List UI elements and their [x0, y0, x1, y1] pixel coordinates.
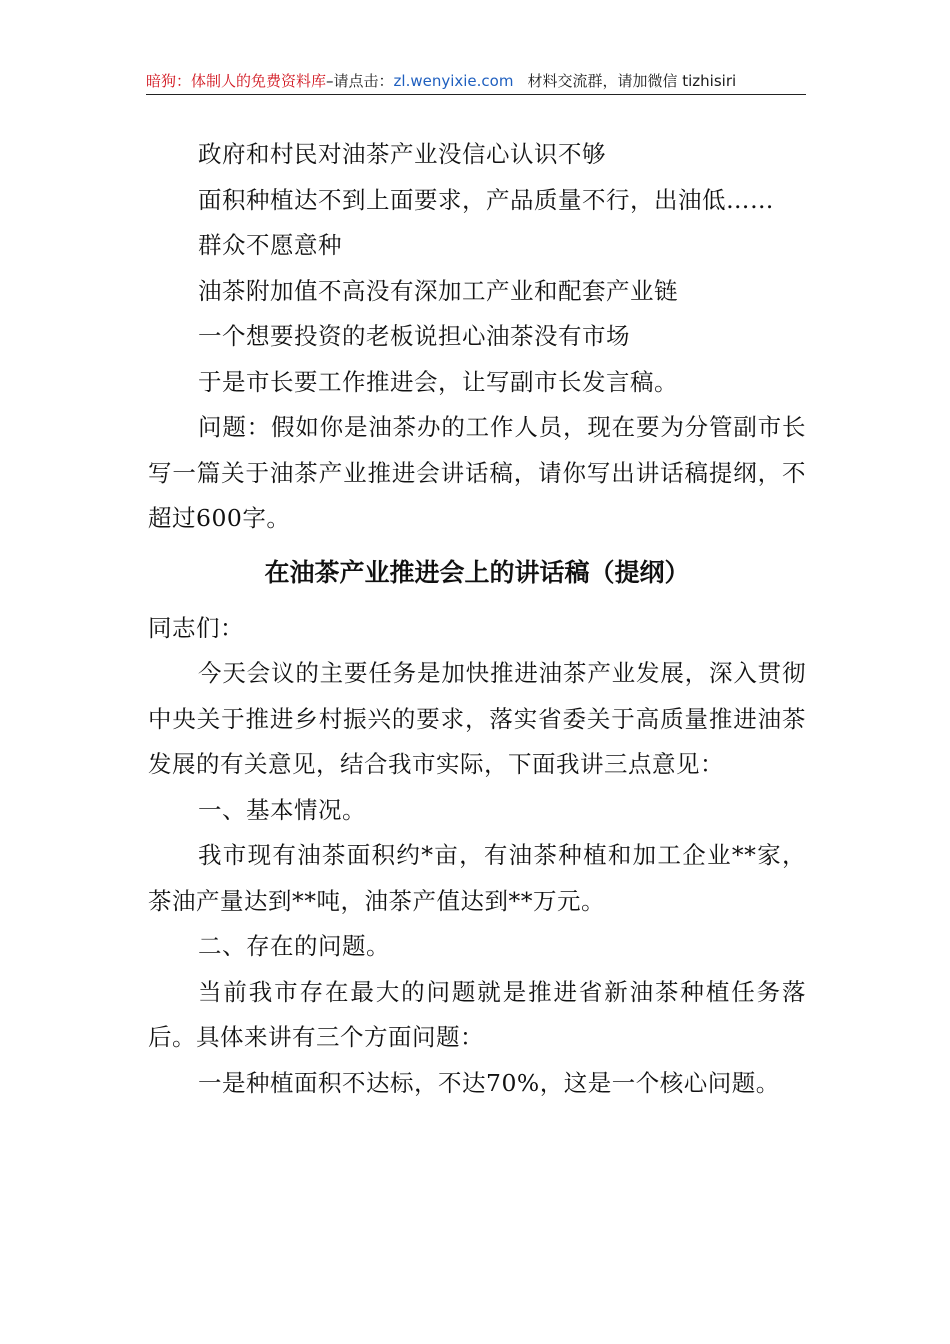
speech-title: 在油茶产业推进会上的讲话稿（提纲）: [264, 557, 690, 587]
header-brand: 暗狗：体制人的免费资料库: [146, 72, 327, 90]
question-paragraph: 问题：假如你是油茶办的工作人员，现在要为分管副市长写一篇关于油茶产业推进会讲话稿，请你写出讲话稿提纲，不超过600字。: [148, 413, 806, 532]
section1-heading: 一、基本情况。: [198, 795, 366, 824]
scenario-line: 于是市长要工作推进会，让写副市长发言稿。: [198, 367, 678, 396]
page-header: [146, 68, 806, 95]
scenario-line: 面积种植达不到上面要求，产品质量不行，出油低……: [198, 185, 774, 214]
header-url-link[interactable]: zl.wenyixie.com: [393, 72, 514, 90]
section2-heading: 二、存在的问题。: [198, 932, 390, 960]
salutation: 同志们：: [148, 613, 244, 642]
scenario-line: 政府和村民对油茶产业没信心认识不够: [198, 140, 606, 168]
section2-point1: 一是种植面积不达标，不达70%，这是一个核心问题。: [198, 1068, 780, 1097]
header-group-info: 材料交流群，请加微信 tizhisiri: [527, 72, 737, 90]
scenario-line: 油茶附加值不高没有深加工产业和配套产业链: [198, 276, 678, 305]
scenario-line: 一个想要投资的老板说担心油茶没有市场: [198, 322, 630, 350]
intro-paragraph: 今天会议的主要任务是加快推进油茶产业发展，深入贯彻中央关于推进乡村振兴的要求，落实省委关于高质量推进油茶发展的有关意见，结合我市实际，下面我讲三点意见：: [148, 659, 806, 778]
document-body: [148, 132, 806, 1106]
section2-body: 当前我市存在最大的问题就是推进省新油茶种植任务落后。具体来讲有三个方面问题：: [148, 977, 806, 1051]
scenario-line: 群众不愿意种: [198, 231, 342, 259]
section1-body: 我市现有油茶面积约*亩，有油茶种植和加工企业**家，茶油产量达到**吨，油茶产值达到**万元。: [148, 841, 806, 915]
header-click-prompt: –请点击：: [326, 72, 394, 90]
